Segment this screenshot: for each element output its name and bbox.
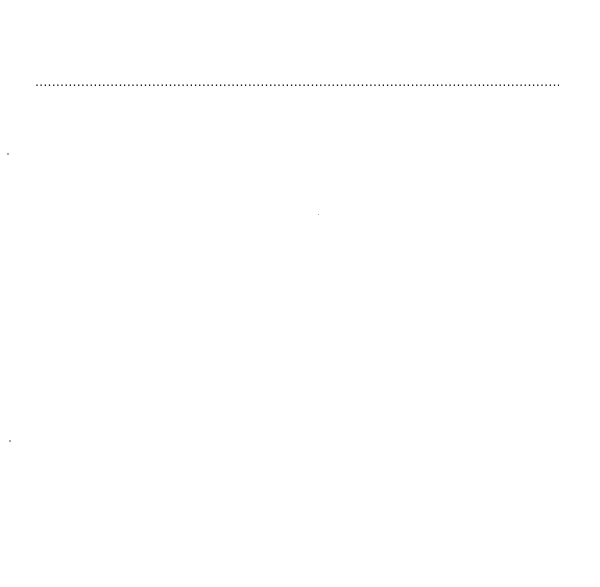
scan-speck (7, 153, 9, 155)
scan-speck (318, 214, 319, 215)
section-heading (34, 36, 560, 53)
total-playing-time (34, 73, 560, 91)
leader-dots (35, 73, 559, 91)
track-list (34, 25, 560, 91)
scan-speck (9, 440, 11, 442)
